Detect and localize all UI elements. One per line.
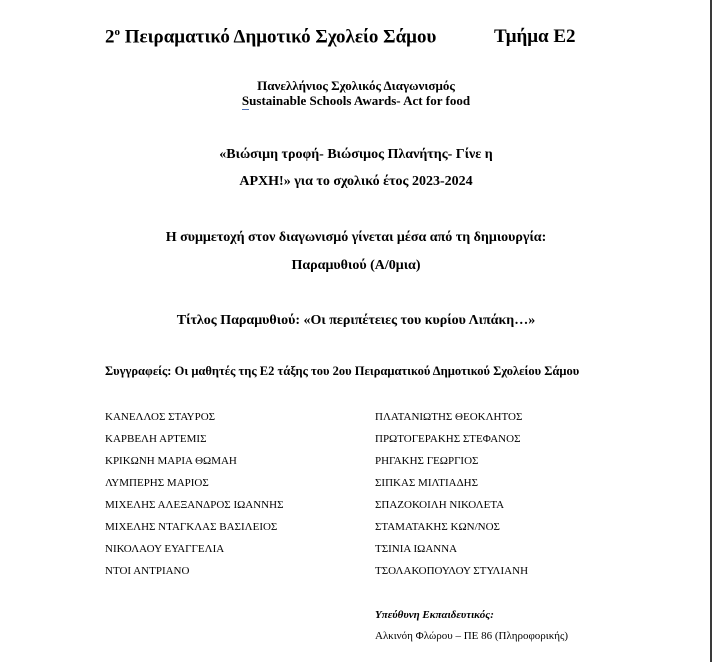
theme-line-2: ΑΡΧΗ!» για το σχολικό έτος 2023-2024 [239, 174, 473, 189]
competition-line-2-first-letter: S [241, 93, 250, 108]
student-name: ΤΣΟΛΑΚΟΠΟΥΛΟΥ ΣΤΥΛΙΑΝΗ [375, 565, 529, 577]
student-name: ΜΙΧΕΛΗΣ ΝΤΑΓΚΛΑΣ ΒΑΣΙΛΕΙΟΣ [105, 521, 278, 533]
participation-line-2: Παραμυθιού (Α/0μια) [291, 258, 421, 273]
student-name: ΤΣΙΝΙΑ ΙΩΑΝΝΑ [375, 543, 458, 555]
class-label: Τμήμα Ε2 [494, 26, 576, 47]
student-name: ΜΙΧΕΛΗΣ ΑΛΕΞΑΝΔΡΟΣ ΙΩΑΝΝΗΣ [105, 499, 284, 511]
authors-heading: Συγγραφείς: Οι μαθητές της Ε2 τάξης του 2ου Πειραματικού Δημοτικού Σχολείου Σάμου [105, 364, 580, 378]
story-title: Τίτλος Παραμυθιού: «Οι περιπέτειες του κυρίου Λιπάκη…» [176, 313, 536, 328]
student-name: ΚΑΝΕΛΛΟΣ ΣΤΑΥΡΟΣ [105, 411, 216, 423]
student-name: ΛΥΜΠΕΡΗΣ ΜΑΡΙΟΣ [105, 477, 209, 489]
participation-line-1: Η συμμετοχή στον διαγωνισμό γίνεται μέσα από τη δημιουργία: [165, 230, 547, 245]
competition-line-1: Πανελλήνιος Σχολικός Διαγωνισμός [257, 78, 455, 93]
student-name: ΠΡΩΤΟΓΕΡΑΚΗΣ ΣΤΕΦΑΝΟΣ [375, 433, 521, 445]
competition-line-2 [0, 93, 712, 109]
school-number: 2 [105, 26, 115, 48]
student-name: ΚΡΙΚΩΝΗ ΜΑΡΙΑ ΘΩΜΑΗ [105, 455, 237, 467]
student-name: ΠΛΑΤΑΝΙΩΤΗΣ ΘΕΟΚΛΗΤΟΣ [375, 411, 523, 423]
student-name: ΝΤΟΙ ΑΝΤΡΙΑΝΟ [105, 565, 190, 577]
teacher-title: Υπεύθυνη Εκπαιδευτικός: [375, 609, 494, 621]
student-name: ΣΠΑΖΟΚΟΙΛΗ ΝΙΚΟΛΕΤΑ [375, 499, 505, 511]
teacher-name: Αλκινόη Φλώρου – ΠΕ 86 (Πληροφορικής) [375, 630, 569, 642]
school-number-superscript: ο [114, 26, 120, 38]
student-name: ΣΙΠΚΑΣ ΜΙΛΤΙΑΔΗΣ [375, 477, 479, 489]
school-name: Πειραματικό Δημοτικό Σχολείο Σάμου [124, 26, 437, 48]
competition-line-2-rest: ustainable Schools Awards- Act for food [249, 93, 471, 108]
student-name: ΚΑΡΒΕΛΗ ΑΡΤΕΜΙΣ [105, 433, 207, 445]
theme-line-1: «Βιώσιμη τροφή- Βιώσιμος Πλανήτης- Γίνε η [219, 147, 493, 162]
school-name-heading [105, 26, 436, 48]
student-name: ΡΗΓΑΚΗΣ ΓΕΩΡΓΙΟΣ [375, 455, 479, 467]
student-name: ΝΙΚΟΛΑΟΥ ΕΥΑΓΓΕΛΙΑ [105, 543, 225, 555]
student-name: ΣΤΑΜΑΤΑΚΗΣ ΚΩΝ/ΝΟΣ [375, 521, 500, 533]
